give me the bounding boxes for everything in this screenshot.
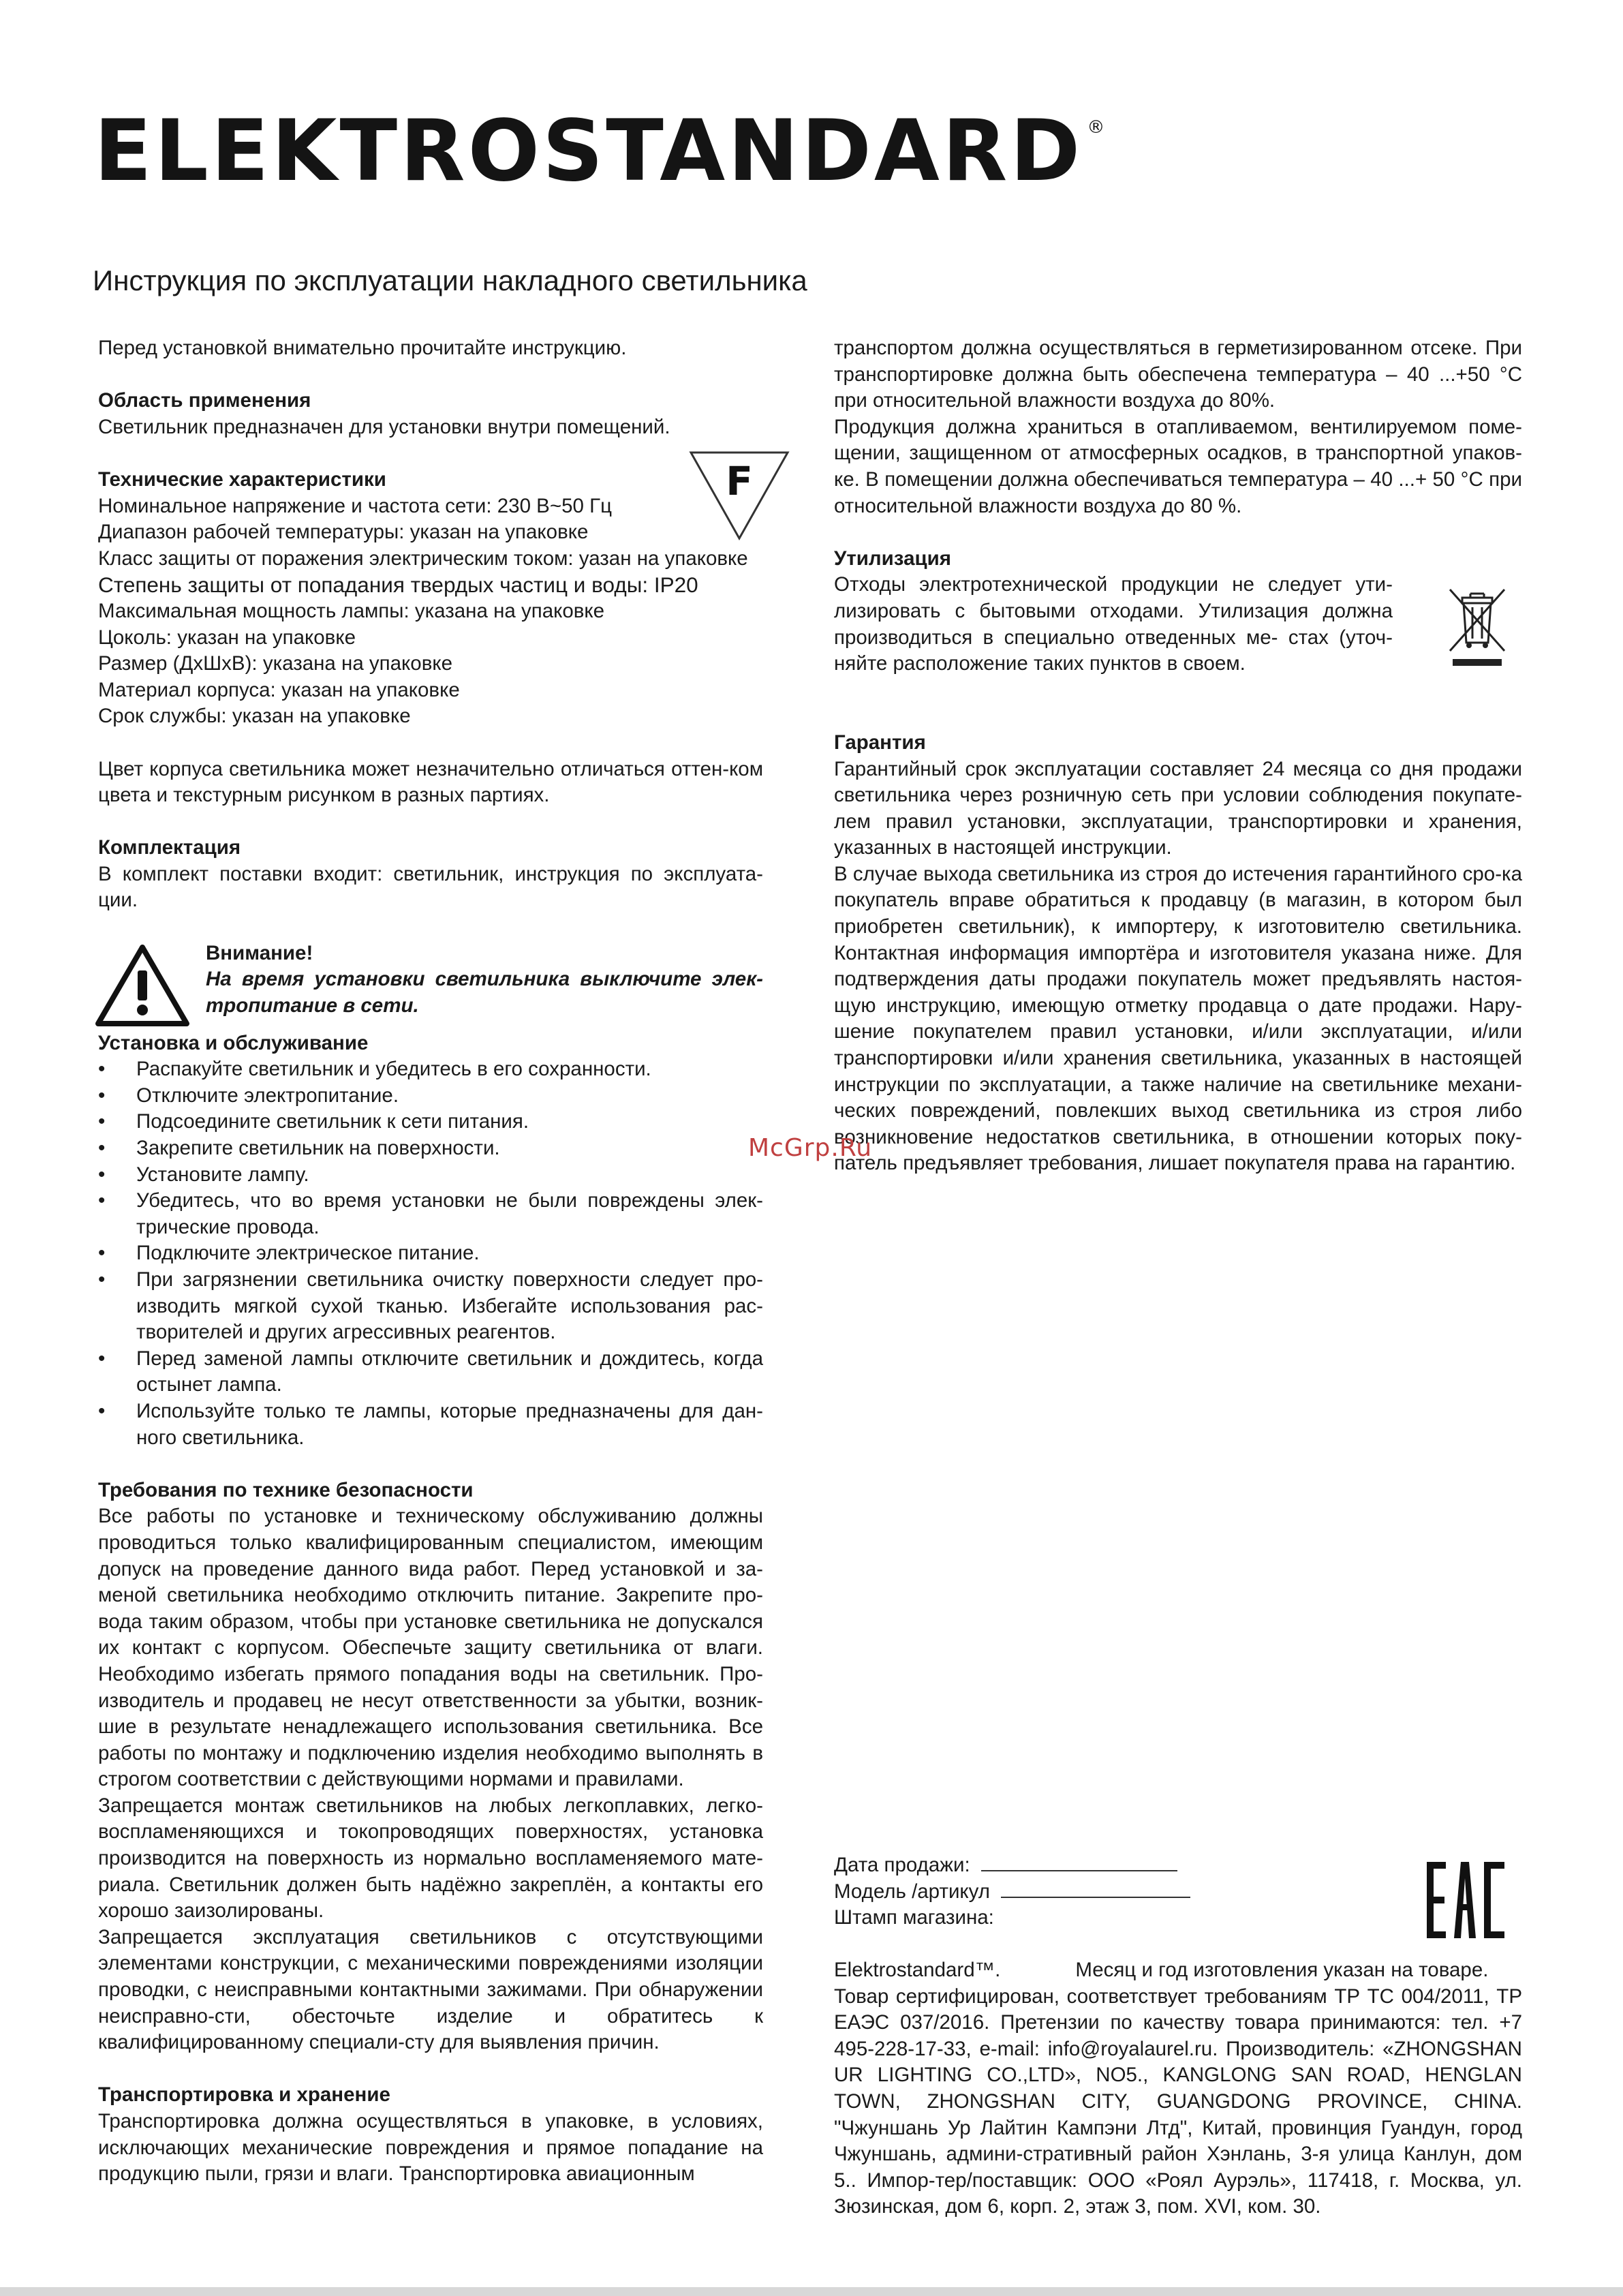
footer-info (834, 1957, 1522, 2220)
specs-heading: Технические характеристики (98, 468, 386, 491)
warning-icon (95, 943, 189, 1028)
install-heading: Установка и обслуживание (98, 1031, 369, 1054)
warning-block (98, 940, 763, 1030)
list-item: • Подключите электрическое питание. (98, 1240, 763, 1267)
sale-date-label: Дата продажи: (834, 1854, 970, 1876)
kit-heading: Комплектация (98, 836, 241, 859)
manufacture-note: Месяц и год изготовления указан на товаре. (1075, 1959, 1489, 1981)
transport-text: Транспортировка должна осуществляться в упаковке, в условиях, исключающих механические повреждения и прямое попадание на продукцию пыли, грязи и влаги. Транспортировка авиационным (98, 2110, 763, 2186)
list-item: • Отключите электропитание. (98, 1083, 763, 1109)
safety-paragraph: Запрещается монтаж светильников на любых легкоплавких, легко-воспламеняющихся и токопроводящих поверхностях, установка производится на поверхность из нормально воспламеняемого мате-риала. Светильник должен быть надёжно закреплён, а контакты его хорошо заизолированы. (98, 1794, 763, 1923)
transport-heading: Транспортировка и хранение (98, 2083, 390, 2107)
spec-line: Материал корпуса: указан на упаковке (98, 678, 460, 701)
list-item: • При загрязнении светильника очистку поверхности следует про-изводить мягкой сухой тканью. Избегайте использования рас-творителей и других агрессивных реагентов. (98, 1267, 763, 1346)
footer-brand: Elektrostandard™. (834, 1959, 1001, 1981)
footer-text: Товар сертифицирован, соответствует требованиям ТР ТС 004/2011, ТР ЕАЭС 037/2016. Претензии по качеству товара принимаются: тел. +7 495-228-17-33, e-mail: info@royalaurel.ru. Производитель: «ZHONGSHAN UR LIGHTING CO.,LTD», NO5., KANGLONG SAN ROAD, HENGLAN TOWN, ZHONGSHAN CITY, GUANGDONG PROVINCE, CHINA. "Чжуншань Ур Лайтин Кампэни Лтд", Китай, провинция Гуандун, город Чжуншань, админи-стративный район Хэнлань, 3-я улица Канлун, дом 5.. Импор-тер/поставщик: ООО «Роял Аурэль», 117418, г. Москва, ул. Зюзинская, дом 6, корп. 2, этаж 3, пом. XVI, ком. 30. (834, 1985, 1522, 2218)
spec-line: Срок службы: указан на упаковке (98, 705, 411, 728)
spec-line: Класс защиты от поражения электрическим током: уазан на упаковке (98, 547, 748, 570)
warranty-paragraph: Гарантийный срок эксплуатации составляет 24 месяца со дня продажи светильника через розничную сеть при условии соблюдения покупате-лем правил установки, эксплуатации, транспортировки и хранения, указанных в настоящей инструкции. (834, 757, 1522, 859)
watermark: McGrp.Ru (748, 1134, 873, 1162)
warranty-heading: Гарантия (834, 731, 926, 754)
warning-title: Внимание! (206, 941, 313, 964)
intro-text: Перед установкой внимательно прочитайте инструкцию. (98, 337, 627, 359)
left-column (98, 335, 763, 2188)
kit-text: В комплект поставки входит: светильник, инструкция по эксплуата-ции. (98, 862, 763, 912)
warranty-paragraph: В случае выхода светильника из строя до истечения гарантийного сро-ка покупатель вправе обратиться к продавцу (в магазин, в котором был приобретен светильник), к импортеру, к изготовителю светильника. Контактная информация импортёра и изготовителя указана ниже. Для подтверждения даты продажи покупатель может предъявлять настоя-щую инструкцию, имеющую отметку продавца о дате продажи. Нару-шение покупателем правил установки, и/или эксплуатации, и/или транспортировки и/или хранения светильника, указанных в настоящей инструкции по эксплуатации, а также наличие на светильнике механи-ческих повреждений, повлекших выход светильника из строя либо возникновение недостатков светильника, в отношении которых поку-патель предъявляет требования, лишает покупателя права на гарантию. (834, 862, 1522, 1175)
f-mark-letter: F (726, 458, 753, 504)
list-item: • Перед заменой лампы отключите светильник и дождитесь, когда остынет лампа. (98, 1346, 763, 1398)
install-list (98, 1056, 763, 1451)
safety-paragraph: Все работы по установке и техническому обслуживанию должны проводиться только квалифицированным специалистом, имеющим допуск на проведение данного вида работ. Перед установкой и за-меной светильника необходимо отключить питание. Закрепите про-вода таким образом, чтобы при установке светильника не допускался их контакт с корпусом. Обеспечьте защиту светильника от влаги. Необходимо избегать прямого попадания воды на светильник. Про-изводитель и продавец не несут ответственности за убытки, возник-шие в результате ненадлежащего использования светильника. Все работы по монтажу и подключению изделия необходимо выполнять в строгом соответствии с действующими нормами и правилами. (98, 1505, 763, 1791)
list-item: • Убедитесь, что во время установки не были повреждены элек-трические провода. (98, 1188, 763, 1240)
safety-heading: Требования по технике безопасности (98, 1478, 474, 1501)
spec-line: Цоколь: указан на упаковке (98, 626, 356, 649)
bottom-bar (0, 2287, 1623, 2296)
scope-text: Светильник предназначен для установки внутри помещений. (98, 415, 670, 438)
color-note: Цвет корпуса светильника может незначительно отличаться оттен-ком цвета и текстурным рисунком в разных партиях. (98, 757, 763, 807)
list-item: • Распакуйте светильник и убедитесь в его сохранности. (98, 1056, 763, 1083)
warning-text: На время установки светильника выключите элек-тропитание в сети. (206, 968, 763, 1017)
right-column (834, 335, 1522, 1177)
spec-line: Степень защиты от попадания твердых частиц и воды: IP20 (98, 572, 698, 598)
model-label: Модель /артикул (834, 1880, 990, 1903)
document-title: Инструкция по эксплуатации накладного светильника (93, 264, 807, 296)
registered-mark: ® (1087, 117, 1108, 138)
sale-date-field (981, 1855, 1177, 1871)
disposal-heading: Утилизация (834, 547, 951, 570)
crossed-bin-icon (1443, 583, 1511, 671)
spec-line: Диапазон рабочей температуры: указан на упаковке (98, 521, 589, 544)
list-item: • Установите лампу. (98, 1162, 763, 1189)
storage-text: Продукция должна храниться в отапливаемом, вентилируемом поме-щении, защищенном от атмосферных осадков, в транспортной упаков-ке. В помещении должна обеспечиваться температура – 40 ...+ 50 °С при относительной влажности воздуха до 80 %. (834, 415, 1522, 517)
eac-mark-icon (1427, 1862, 1504, 1938)
brand-logo (94, 102, 1108, 200)
brand-name: ELEKTROSTANDARD (94, 102, 1083, 200)
transport-continued: транспортом должна осуществляться в герметизированном отсеке. При транспортировке должна быть обеспечена температура – 40 ...+50 °С при относительной влажности воздуха до 80%. (834, 337, 1522, 412)
spec-line: Номинальное напряжение и частота сети: 230 В~50 Гц (98, 494, 612, 517)
stamp-label: Штамп магазина: (834, 1906, 994, 1929)
list-item: • Закрепите светильник на поверхности. (98, 1135, 763, 1162)
spec-line: Максимальная мощность лампы: указана на упаковке (98, 599, 605, 622)
list-item: • Используйте только те лампы, которые предназначены для дан-ного светильника. (98, 1398, 763, 1451)
model-field (1001, 1882, 1190, 1898)
list-item: • Подсоедините светильник к сети питания. (98, 1109, 763, 1135)
disposal-text: Отходы электротехнической продукции не следует ути-лизировать с бытовыми отходами. Утилизация должна производиться в специально отведенных ме- стах (уточ-няйте расположение таких пунктов в своем. (834, 573, 1393, 675)
scope-heading: Область применения (98, 389, 311, 412)
spec-line: Размер (ДхШхВ): указана на упаковке (98, 652, 453, 675)
safety-paragraph: Запрещается эксплуатация светильников с отсутствующими элементами конструкции, с механическими повреждениями изоляции проводки, с неисправными контактными зажимами. При обнаружении неисправно-сти, обесточьте изделие и обратитесь к квалифицированному специали-сту для выявления причин. (98, 1925, 763, 2054)
sale-form (834, 1852, 1190, 1931)
